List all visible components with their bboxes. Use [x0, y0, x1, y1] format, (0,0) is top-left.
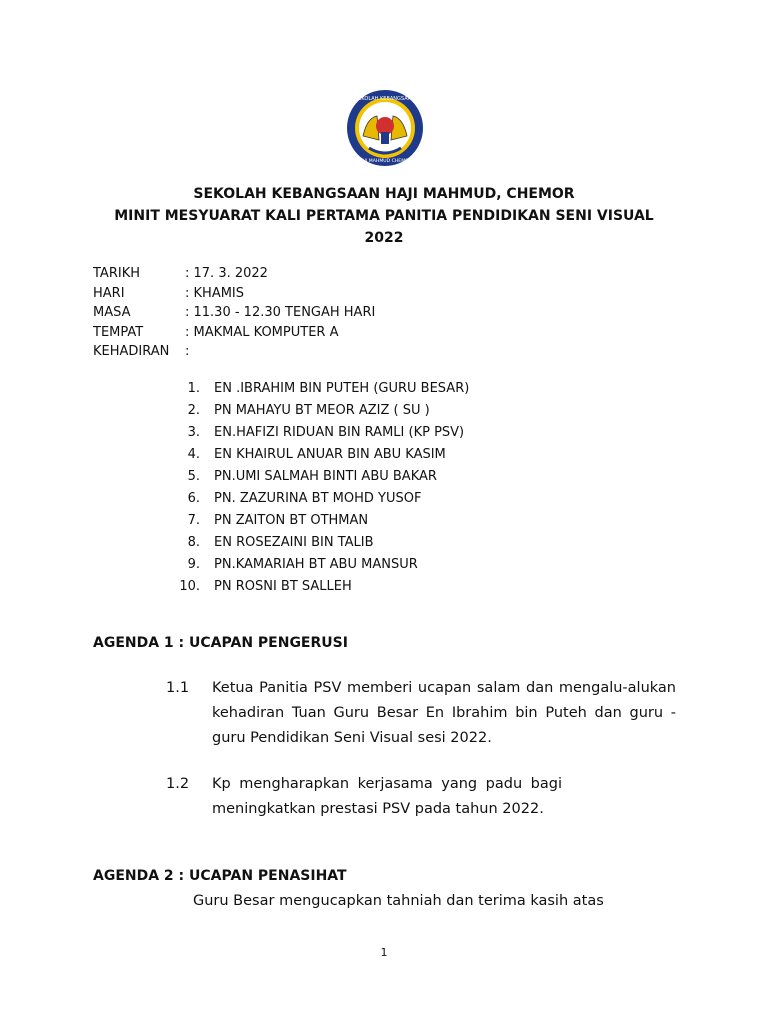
page-number: 1 [380, 946, 388, 959]
agenda-2-text: Guru Besar mengucapkan tahniah dan terima kasih atas [193, 893, 604, 909]
info-row-day [93, 284, 375, 304]
info-label: HARI [93, 285, 125, 301]
list-item [170, 400, 469, 422]
agenda-1-heading: AGENDA 1 : UCAPAN PENGERUSI [93, 635, 348, 651]
info-value: : [185, 344, 190, 359]
list-item [170, 488, 469, 510]
list-item [170, 532, 469, 554]
attendee-name: PN ROSNI BT SALLEH [214, 579, 352, 594]
list-item [170, 378, 469, 400]
list-number: 7. [187, 513, 200, 528]
agenda-item-number: 1.2 [166, 776, 190, 792]
list-item [170, 576, 469, 598]
agenda-item-text: Ketua Panitia PSV memberi ucapan salam dan mengalu-alukan kehadiran Tuan Guru Besar En Ibrahim bin Puteh dan guru - guru Pendidikan Seni Visual sesi 2022. [212, 680, 676, 746]
agenda-item [166, 676, 676, 751]
logo-top-text: SEKOLAH KEBANGSAAN [355, 96, 415, 102]
list-item [170, 444, 469, 466]
attendee-name: PN ZAITON BT OTHMAN [214, 513, 369, 528]
attendee-name: PN MAHAYU BT MEOR AZIZ ( SU ) [214, 403, 430, 418]
list-item [170, 422, 469, 444]
info-label: KEHADIRAN [93, 344, 170, 359]
list-item [170, 554, 469, 576]
document-title: MINIT MESYUARAT KALI PERTAMA PANITIA PENDIDIKAN SENI VISUAL [114, 208, 654, 224]
list-number: 3. [187, 425, 200, 440]
agenda-item-number: 1.1 [166, 680, 190, 696]
info-label: TARIKH [93, 266, 140, 281]
logo-bottom-text: HAJI MAHMUD CHEMOR [358, 159, 412, 164]
attendee-name: PN. ZAZURINA BT MOHD YUSOF [214, 491, 422, 506]
attendee-name: EN KHAIRUL ANUAR BIN ABU KASIM [214, 447, 446, 462]
list-number: 10. [179, 579, 200, 594]
agenda-2-heading: AGENDA 2 : UCAPAN PENASIHAT [93, 868, 347, 884]
attendee-name: PN.UMI SALMAH BINTI ABU BAKAR [214, 469, 437, 484]
list-number: 9. [187, 557, 200, 572]
list-number: 2. [187, 403, 200, 418]
school-crest-logo [345, 88, 425, 168]
info-value: : 11.30 - 12.30 TENGAH HARI [185, 305, 376, 320]
list-number: 5. [187, 469, 200, 484]
info-label: TEMPAT [93, 324, 144, 340]
info-value: : 17. 3. 2022 [185, 266, 268, 281]
list-item [170, 466, 469, 488]
attendee-name: EN .IBRAHIM BIN PUTEH (GURU BESAR) [214, 381, 470, 396]
meeting-info [93, 264, 375, 362]
info-label: MASA [93, 305, 131, 320]
info-row-venue [93, 323, 375, 343]
list-number: 1. [187, 381, 200, 396]
info-value: : KHAMIS [185, 285, 245, 301]
attendee-name: EN.HAFIZI RIDUAN BIN RAMLI (KP PSV) [214, 425, 465, 440]
attendee-name: EN ROSEZAINI BIN TALIB [214, 535, 374, 550]
list-number: 4. [187, 447, 200, 462]
list-item [170, 510, 469, 532]
list-number: 8. [187, 535, 200, 550]
list-number: 6. [187, 491, 200, 506]
info-value: : MAKMAL KOMPUTER A [185, 324, 339, 340]
school-name: SEKOLAH KEBANGSAAN HAJI MAHMUD, CHEMOR [193, 186, 575, 202]
document-year: 2022 [364, 230, 404, 246]
info-row-date [93, 264, 375, 284]
info-row-attendance [93, 342, 375, 362]
attendance-list [170, 378, 469, 598]
info-row-time [93, 303, 375, 323]
agenda-item [166, 772, 676, 822]
attendee-name: PN.KAMARIAH BT ABU MANSUR [214, 557, 418, 572]
agenda-item-text: Kp mengharapkan kerjasama yang padu bagi meningkatkan prestasi PSV pada tahun 2022. [212, 776, 562, 817]
